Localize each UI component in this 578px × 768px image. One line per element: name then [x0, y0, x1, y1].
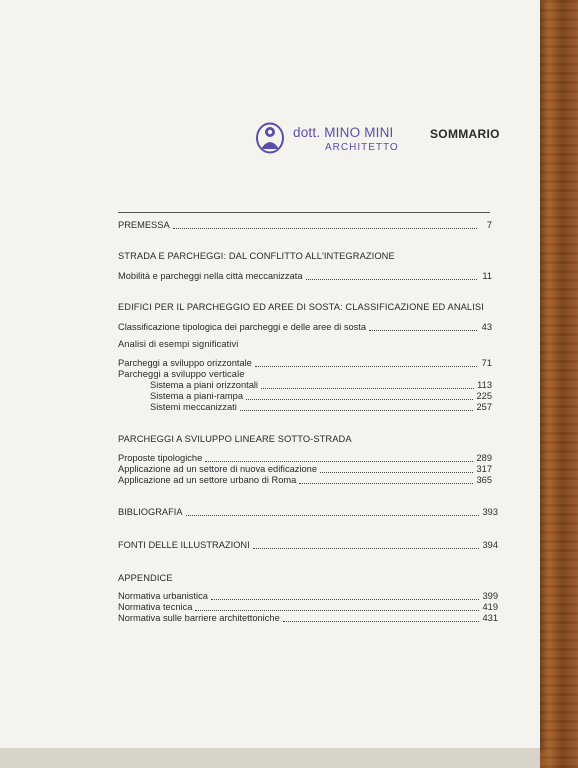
subsection-heading: Analisi di esempi significativi: [118, 339, 239, 349]
dot-leader: [299, 483, 473, 484]
toc-entry: [118, 464, 492, 475]
subsection-heading: Parcheggi a sviluppo verticale: [118, 369, 245, 379]
toc-entry: [118, 271, 492, 282]
section-heading: APPENDICE: [118, 573, 173, 583]
toc-entry-title: Normativa urbanistica: [118, 591, 208, 601]
toc-entry-page: 225: [476, 391, 492, 401]
toc-entry: [118, 613, 498, 624]
toc-entry-title: Normativa sulle barriere architettoniche: [118, 613, 280, 623]
toc-entry-page: 393: [482, 507, 498, 517]
toc-entry-page: 113: [477, 380, 492, 390]
dot-leader: [261, 388, 474, 389]
dot-leader: [253, 548, 480, 549]
dot-leader: [205, 461, 473, 462]
toc-entry-page: 419: [482, 602, 498, 612]
stamp-logo-icon: [255, 122, 285, 154]
toc-entry-title: PREMESSA: [118, 220, 170, 230]
toc-entry-title: Sistema a piani-rampa: [150, 391, 244, 401]
toc-entry: [118, 358, 492, 369]
toc-entry: [118, 591, 498, 602]
toc-entry-page: 289: [476, 453, 492, 463]
dot-leader: [195, 610, 479, 611]
toc-entry-title: Sistema a piani orizzontali: [150, 380, 258, 390]
dot-leader: [283, 621, 480, 622]
section-heading: PARCHEGGI A SVILUPPO LINEARE SOTTO-STRADA: [118, 434, 352, 444]
divider: [118, 212, 490, 213]
toc-entry: [150, 380, 492, 391]
toc-entry: [118, 507, 498, 518]
stamp-name: dott. MINO MINI: [293, 125, 394, 140]
toc-entry-page: 71: [481, 358, 492, 368]
toc-entry-page: 431: [482, 613, 498, 623]
page-edge-shadow: [0, 748, 540, 768]
toc-entry: [118, 322, 492, 333]
dot-leader: [173, 228, 477, 229]
page-title: SOMMARIO: [430, 127, 500, 141]
toc-entry-title: Sistemi meccanizzati: [150, 402, 237, 412]
toc-entry: [118, 453, 492, 464]
toc-entry-title: Parcheggi a sviluppo orizzontale: [118, 358, 252, 368]
toc-entry-page: 7: [486, 220, 492, 230]
toc-entry-page: 11: [482, 271, 492, 281]
toc-entry: [150, 391, 492, 402]
toc-entry-page: 43: [481, 322, 492, 332]
dot-leader: [306, 279, 478, 280]
dot-leader: [240, 410, 474, 411]
toc-entry-title: FONTI DELLE ILLUSTRAZIONI: [118, 540, 250, 550]
dot-leader: [186, 515, 480, 516]
toc-entry-page: 394: [482, 540, 498, 550]
stamp-subtitle: ARCHITETTO: [325, 142, 399, 153]
toc-entry-title: Normativa tecnica: [118, 602, 193, 612]
toc-entry: [118, 220, 492, 231]
section-heading: STRADA E PARCHEGGI: DAL CONFLITTO ALL'INTEGRAZIONE: [118, 251, 395, 261]
toc-entry-page: 257: [476, 402, 492, 412]
dot-leader: [246, 399, 473, 400]
wooden-table-background: [538, 0, 578, 768]
toc-entry: [118, 475, 492, 486]
dot-leader: [369, 330, 477, 331]
dot-leader: [211, 599, 480, 600]
toc-entry-title: Proposte tipologiche: [118, 453, 203, 463]
toc-entry-title: Applicazione ad un settore urbano di Roma: [118, 475, 297, 485]
dot-leader: [320, 472, 474, 473]
toc-entry: [150, 402, 492, 413]
toc-entry-title: BIBLIOGRAFIA: [118, 507, 183, 517]
toc-entry-title: Classificazione tipologica dei parcheggi e delle aree di sosta: [118, 322, 367, 332]
toc-entry-page: 317: [476, 464, 492, 474]
toc-entry: [118, 540, 498, 551]
toc-entry-page: 399: [482, 591, 498, 601]
architect-stamp: [255, 122, 399, 158]
section-heading: EDIFICI PER IL PARCHEGGIO ED AREE DI SOSTA: CLASSIFICAZIONE ED ANALISI: [118, 302, 484, 312]
toc-entry-title: Applicazione ad un settore di nuova edificazione: [118, 464, 317, 474]
toc-entry-page: 365: [476, 475, 492, 485]
toc-entry-title: Mobilità e parcheggi nella città meccanizzata: [118, 271, 303, 281]
dot-leader: [255, 366, 477, 367]
toc-entry: [118, 602, 498, 613]
